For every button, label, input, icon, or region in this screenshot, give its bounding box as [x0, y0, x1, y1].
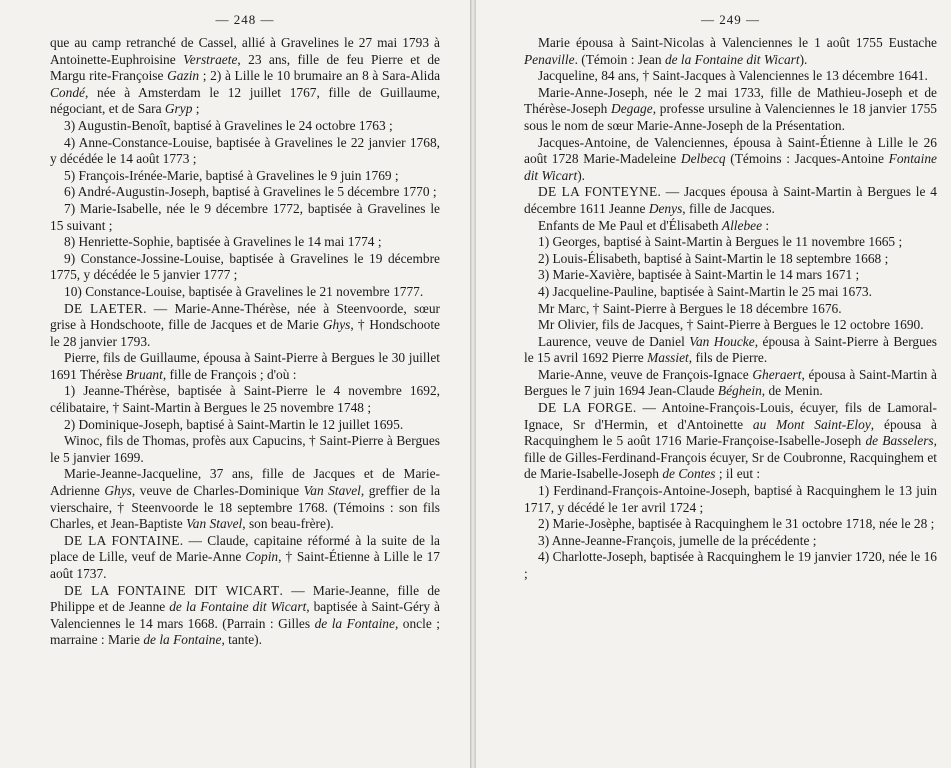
paragraph [50, 350, 440, 383]
text-run: . — Antoine-François-Louis, écuyer, fils de Lamoral-Ignace, Sr d'Hermin, et d'Antoinette [524, 400, 938, 432]
paragraph [50, 383, 440, 416]
paragraph [524, 334, 937, 367]
text-run: Degage [611, 101, 653, 117]
text-run: ; [192, 101, 200, 117]
text-run: . — Jacques épousa à Saint-Martin à Bergues le 4 décembre 1611 Jeanne [524, 184, 937, 216]
text-run: , fils de Pierre. [688, 350, 768, 366]
text-run: 8) Henriette-Sophie, baptisée à Gravelines le 14 mai 1774 ; [64, 234, 382, 250]
text-run: Gheraert [752, 366, 802, 382]
paragraph [50, 135, 440, 168]
text-run: , son beau-frère). [242, 516, 334, 532]
text-run: Marie épousa à Saint-Nicolas à Valenciennes le 1 août 1755 Eustache [538, 35, 937, 50]
page-number-right: — 249 — [701, 12, 760, 27]
paragraph [524, 400, 937, 483]
text-run: Verstraete [183, 51, 238, 67]
text-run: , née à Amsterdam le 12 juillet 1767, fille de Guillaume, négociant, et de Sara [50, 84, 440, 117]
right-page [476, 0, 951, 768]
paragraph [50, 168, 440, 185]
paragraph [50, 284, 440, 301]
paragraph [524, 533, 937, 550]
text-run: Denys [648, 200, 683, 216]
paragraph [50, 583, 440, 649]
text-run: au Mont Saint-Eloy [752, 416, 871, 432]
text-run: DE LA FONTEYNE [538, 184, 658, 200]
text-run: Marie-Jeanne-Jacqueline, 37 ans, fille de Jacques et de Marie-Adrienne [50, 466, 440, 499]
text-run: , fille de François ; d'où : [162, 366, 297, 382]
left-page [0, 0, 470, 768]
text-run: Fontaine dit Wicart [524, 151, 937, 183]
text-run: , épousa à Saint-Martin à Bergues le 7 juin 1694 Jean-Claude [524, 366, 937, 399]
text-run: de la Fontaine dit Wicart [664, 51, 800, 67]
paragraph [50, 533, 440, 583]
paragraph [524, 516, 937, 533]
text-run: Massiet [647, 350, 689, 366]
text-run: . (Témoin : Jean [574, 51, 665, 67]
text-run: Condé [50, 84, 85, 100]
paragraph [524, 367, 937, 400]
text-run: Enfants de Me Paul et d'Élisabeth [538, 217, 722, 233]
text-run: Pierre, fils de Guillaume, épousa à Saint-Pierre à Bergues le 30 juillet 1691 Thérèse [50, 350, 440, 382]
text-run: de Basselers [865, 433, 934, 449]
paragraph [524, 218, 937, 235]
text-run: de Contes [662, 466, 716, 482]
text-run: , greffier de la vierschaire, † Steenvoorde le 18 septembre 1768. (Témoins : son fils Charles, et Jean-Baptiste [50, 483, 441, 532]
paragraph [524, 549, 937, 582]
text-run: Delbecq [680, 151, 726, 167]
text-run: Jacques-Antoine, de Valenciennes, épousa à Saint-Étienne à Lille le 26 août 1728 Marie-Madeleine [524, 134, 937, 167]
text-run: , fille de Gilles-Ferdinand-François écuyer, Sr de Coubronne, Racquinghem et de Marie-Isabelle-Joseph [524, 433, 937, 482]
text-run: 1) Georges, baptisé à Saint-Martin à Bergues le 11 novembre 1665 ; [538, 234, 903, 250]
paragraph [50, 466, 440, 532]
text-run: 2) Dominique-Joseph, baptisé à Saint-Martin le 12 juillet 1695. [64, 416, 404, 432]
text-run: 2) Marie-Josèphe, baptisée à Racquinghem le 31 octobre 1718, née le 28 ; [538, 516, 935, 532]
paragraph [50, 301, 440, 351]
text-run: Van Stavel [186, 516, 243, 532]
text-run: DE LAETER [64, 300, 144, 316]
text-run: : [762, 217, 770, 233]
text-run: 7) Marie-Isabelle, née le 9 décembre 1772, baptisée à Gravelines le 15 suivant ; [50, 200, 440, 233]
text-run: 3) Augustin-Benoît, baptisé à Gravelines le 24 octobre 1763 ; [64, 117, 393, 133]
text-run: , veuve de Charles-Dominique [131, 483, 304, 499]
text-run: , oncle ; marraine : Marie [50, 615, 440, 648]
text-run: , épousa à Racquinghem le 5 août 1716 Marie-Françoise-Isabelle-Joseph [524, 416, 937, 449]
text-run: Copin [245, 549, 279, 565]
right-page-text [524, 35, 937, 583]
paragraph [50, 201, 440, 234]
text-run: , de Menin. [761, 383, 823, 399]
text-run: , baptisée à Saint-Géry à Valenciennes le 14 mars 1668. (Parrain : Gilles [50, 599, 440, 631]
text-run: 5) François-Irénée-Marie, baptisé à Gravelines le 9 juin 1769 ; [64, 167, 399, 183]
text-run: , fille de Jacques. [682, 200, 775, 216]
text-run: (Témoins : Jacques-Antoine [725, 151, 889, 167]
paragraph [50, 184, 440, 201]
text-run: 6) André-Augustin-Joseph, baptisé à Gravelines le 5 décembre 1770 ; [64, 184, 437, 200]
text-run: Allebee [721, 217, 763, 233]
text-run: de la Fontaine [314, 615, 395, 631]
text-run: 4) Charlotte-Joseph, baptisée à Racquinghem le 19 janvier 1720, née le 16 ; [524, 549, 937, 581]
text-run: 3) Anne-Jeanne-François, jumelle de la précédente ; [538, 532, 817, 548]
paragraph [50, 251, 440, 284]
paragraph [524, 85, 937, 135]
text-run: , épousa à Saint-Pierre à Bergues le 15 avril 1692 Pierre [524, 333, 937, 366]
text-run: Gazin [167, 68, 200, 84]
text-run: Marie-Anne, veuve de François-Ignace [538, 366, 753, 382]
paragraph [524, 483, 937, 516]
paragraph [524, 234, 937, 251]
text-run: Mr Olivier, fils de Jacques, † Saint-Pierre à Bergues le 12 octobre 1690. [538, 317, 924, 333]
text-run: 1) Ferdinand-François-Antoine-Joseph, baptisé à Racquinghem le 13 juin 1717, y décédé le 1er avril 1724 ; [524, 483, 937, 515]
text-run: Van Stavel [303, 483, 361, 499]
text-run: 2) Louis-Élisabeth, baptisé à Saint-Martin le 18 septembre 1668 ; [538, 250, 889, 266]
paragraph [524, 284, 937, 301]
text-run: de la Fontaine dit Wicart [169, 599, 307, 615]
text-run: Bruant [125, 366, 163, 382]
paragraph [50, 417, 440, 434]
text-run: que au camp retranché de Cassel, allié à Gravelines le 27 mai 1793 à Antoinette-Euphroisine [50, 35, 440, 67]
text-run: Winoc, fils de Thomas, profès aux Capucins, † Saint-Pierre à Bergues le 5 janvier 1699. [50, 433, 440, 465]
paragraph [50, 433, 440, 466]
paragraph [50, 234, 440, 251]
text-run: Jacqueline, 84 ans, † Saint-Jacques à Valenciennes le 13 décembre 1641. [538, 68, 928, 84]
text-run: DE LA FONTAINE [64, 532, 180, 548]
text-run: Ghys [104, 483, 132, 499]
paragraph [524, 301, 937, 318]
paragraph [524, 68, 937, 85]
text-run: 3) Marie-Xavière, baptisée à Saint-Martin le 14 mars 1671 ; [538, 267, 860, 283]
text-run: Mr Marc, † Saint-Pierre à Bergues le 18 décembre 1676. [538, 300, 842, 316]
paragraph [524, 135, 937, 185]
text-run: ). [799, 51, 808, 67]
text-run: ; il eut : [715, 466, 761, 482]
text-run: . — Claude, capitaine réformé à la suite de la place de Lille, veuf de Marie-Anne [50, 532, 441, 565]
paragraph [524, 35, 937, 68]
text-run: 4) Anne-Constance-Louise, baptisée à Gravelines le 22 janvier 1768, y décédée le 14 août 1773 ; [50, 134, 440, 167]
text-run: Marie-Anne-Joseph, née le 2 mai 1733, fille de Mathieu-Joseph et de Thérèse-Joseph [524, 84, 937, 117]
text-run: , † Saint-Étienne à Lille le 17 août 1737. [50, 549, 440, 581]
text-run: DE LA FONTAINE DIT WICART [64, 582, 280, 598]
paragraph [524, 184, 937, 217]
text-run: Ghys [322, 317, 351, 333]
paragraph [524, 267, 937, 284]
text-run: Van Houcke [689, 333, 755, 349]
text-run: Penaville [524, 51, 575, 67]
text-run: 10) Constance-Louise, baptisée à Gravelines le 21 novembre 1777. [64, 283, 424, 299]
text-run: Laurence, veuve de Daniel [538, 333, 690, 349]
paragraph [50, 118, 440, 135]
page-number-left: — 248 — [215, 12, 275, 27]
paragraph [524, 317, 937, 334]
left-page-text [50, 35, 440, 649]
text-run: , professe ursuline à Valenciennes le 18 janvier 1755 sous le nom de sœur Marie-Anne-Joseph de la Présentation. [524, 101, 937, 133]
text-run: . — Marie-Jeanne, fille de Philippe et de Jeanne [50, 582, 441, 615]
paragraph [524, 251, 937, 268]
text-run: ). [577, 167, 586, 183]
text-run: Gryp [164, 101, 193, 117]
text-run: 4) Jacqueline-Pauline, baptisée à Saint-Martin le 25 mai 1673. [538, 283, 872, 299]
text-run: , tante). [221, 632, 262, 648]
text-run: . — Marie-Anne-Thérèse, née à Steenvoorde, sœur grise à Hondschoote, fille de Jacques et de Marie [50, 300, 440, 333]
text-run: de la Fontaine [143, 632, 222, 648]
paragraph [50, 35, 440, 118]
text-run: , 23 ans, fille de feu Pierre et de Margu rite-Françoise [50, 51, 441, 84]
text-run: , † Hondschoote le 28 janvier 1793. [50, 317, 440, 349]
text-run: 9) Constance-Jossine-Louise, baptisée à Gravelines le 19 décembre 1775, y décédée le 5 janvier 1777 ; [50, 250, 440, 283]
text-run: DE LA FORGE [538, 400, 633, 416]
text-run: ; 2) à Lille le 10 brumaire an 8 à Sara-Alida [199, 68, 441, 84]
text-run: Béghein [717, 383, 762, 399]
text-run: 1) Jeanne-Thérèse, baptisée à Saint-Pierre le 4 novembre 1692, célibataire, † Saint-Martin à Bergues le 25 novembre 1748 ; [50, 383, 440, 416]
